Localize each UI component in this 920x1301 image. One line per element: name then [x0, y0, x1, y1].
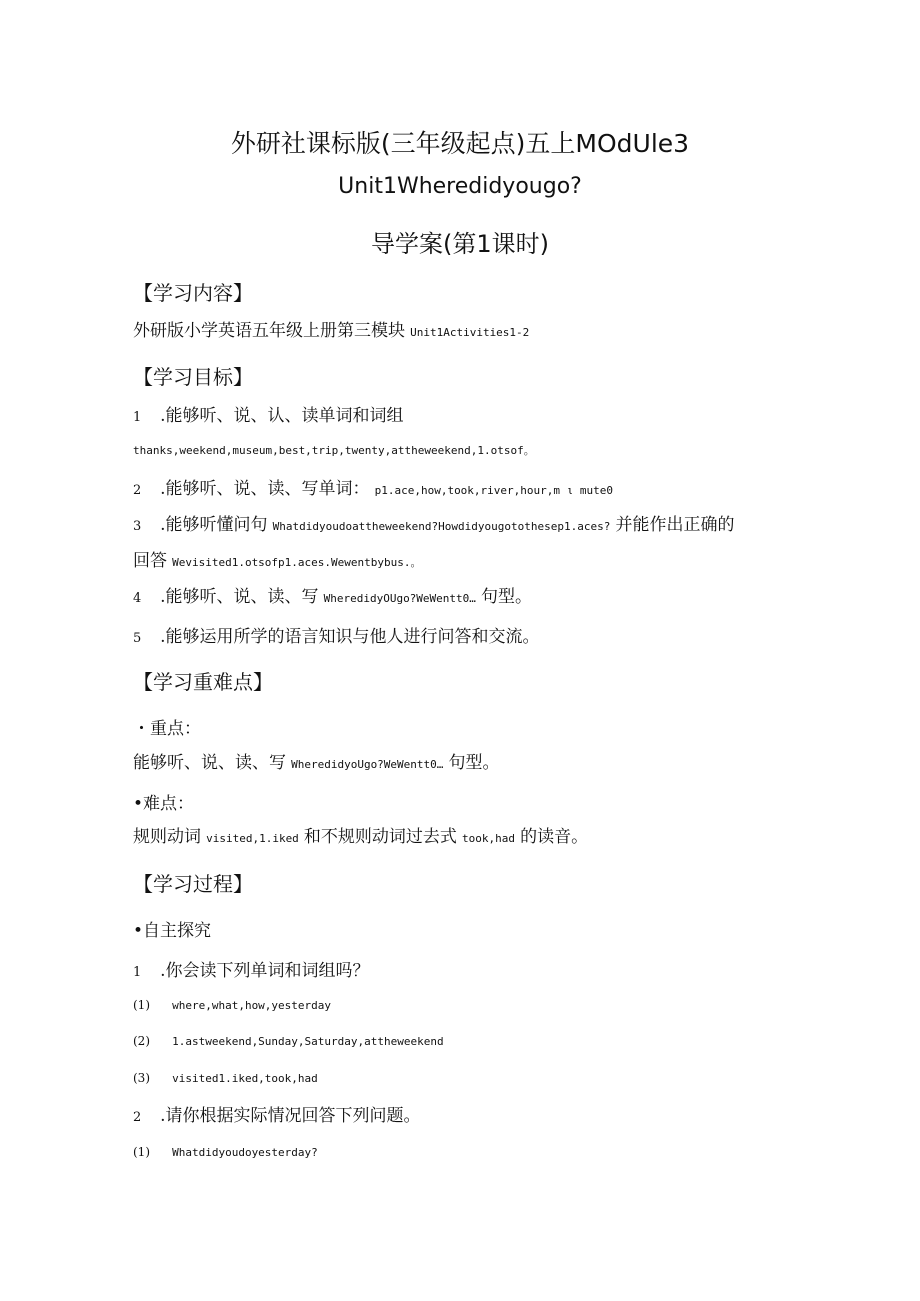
content-text-cn: 外研版小学英语五年级上册第三模块	[133, 321, 405, 341]
goal-text-en: Wevisited1.otsofp1.aces.Wewentbybus.。	[172, 556, 422, 569]
difficulty-text-en-2: took,had	[462, 832, 515, 845]
key-point-label: ・重点：	[133, 719, 201, 739]
lesson-subtitle: 导学案(第1课时)	[371, 230, 549, 258]
list-item-text: where,what,how,yesterday	[172, 999, 332, 1012]
goal-text: .能够运用所学的语言知识与他人进行问答和交流。	[160, 627, 540, 647]
goal-text-cn: 回答	[133, 551, 167, 571]
goal-number: 5	[133, 631, 142, 646]
goal-number: 4	[133, 591, 142, 606]
question-text: .你会读下列单词和词组吗？	[160, 961, 370, 981]
list-item-number: (1)	[133, 998, 150, 1012]
question-number: 2	[133, 1110, 142, 1125]
goal-number: 3	[133, 519, 142, 534]
goal-text-cn-2: 并能作出正确的	[615, 515, 735, 535]
key-point-text-cn: 能够听、说、读、写	[133, 753, 286, 773]
section-heading-goals: 【学习目标】	[133, 365, 253, 389]
goal-number: 2	[133, 483, 142, 498]
goal-text-cn: .能够听懂问句	[160, 515, 268, 535]
list-item	[133, 1141, 318, 1160]
list-item-text: 1.astweekend,Sunday,Saturday,attheweekend	[172, 1035, 444, 1048]
goal-item-1	[133, 401, 404, 426]
key-point-text-en: WheredidyoUgo?WeWentt0…	[291, 758, 444, 771]
goal-item-5	[133, 622, 540, 647]
difficulty-label: •难点：	[133, 794, 195, 814]
goal-number: 1	[133, 410, 142, 425]
list-item-number: (1)	[133, 1145, 150, 1159]
goal-text-en: WheredidyOUgo?WeWentt0…	[323, 592, 476, 605]
content-text-en: Unit1Activities1-2	[410, 326, 530, 339]
goal-text: .能够听、说、认、读单词和词组	[160, 406, 404, 426]
difficulty-text-cn-2: 和不规则动词过去式	[303, 827, 457, 847]
content-line	[133, 316, 529, 341]
goal-1-word-list: thanks,weekend,museum,best,trip,twenty,attheweekend,1.otsof。	[133, 444, 535, 457]
list-item-number: (2)	[133, 1034, 150, 1048]
list-item-number: (3)	[133, 1071, 150, 1085]
goal-text-cn: .能够听、说、读、写单词：	[160, 479, 370, 499]
list-item	[133, 994, 331, 1013]
goal-item-2	[133, 474, 613, 499]
difficulty-text	[133, 822, 588, 847]
list-item	[133, 1030, 444, 1049]
list-item-text: visited1.iked,took,had	[172, 1072, 318, 1085]
goal-text-cn-2: 句型。	[481, 587, 533, 607]
question-number: 1	[133, 965, 142, 980]
list-item-text: Whatdidyoudoyesterday?	[172, 1146, 318, 1159]
question-2	[133, 1101, 421, 1126]
goal-text-cn: .能够听、说、读、写	[160, 587, 319, 607]
list-item	[133, 1067, 318, 1086]
self-explore-label: •自主探究	[133, 921, 212, 941]
difficulty-text-en-1: visited,1.iked	[206, 832, 299, 845]
question-text: .请你根据实际情况回答下列问题。	[160, 1106, 421, 1126]
unit-subtitle: Unit1Wheredidyougo?	[338, 174, 582, 199]
key-point-text	[133, 748, 500, 773]
section-heading-content: 【学习内容】	[133, 281, 253, 305]
goal-item-4	[133, 582, 532, 607]
difficulty-text-cn-3: 的读音。	[520, 827, 589, 847]
difficulty-text-cn-1: 规则动词	[133, 827, 201, 847]
question-1	[133, 956, 370, 981]
section-heading-keypoints: 【学习重难点】	[133, 670, 273, 694]
section-heading-process: 【学习过程】	[133, 872, 253, 896]
goal-item-3-continued	[133, 546, 422, 571]
goal-text-en: Whatdidyoudoattheweekend?Howdidyougotothesep1.aces?	[272, 520, 611, 533]
goal-item-3	[133, 510, 734, 535]
key-point-text-cn-2: 句型。	[448, 753, 500, 773]
goal-text-en: p1.ace,how,took,river,hour,m ι mute0	[374, 484, 614, 497]
document-title: 外研社课标版(三年级起点)五上MOdUle3	[230, 129, 690, 158]
